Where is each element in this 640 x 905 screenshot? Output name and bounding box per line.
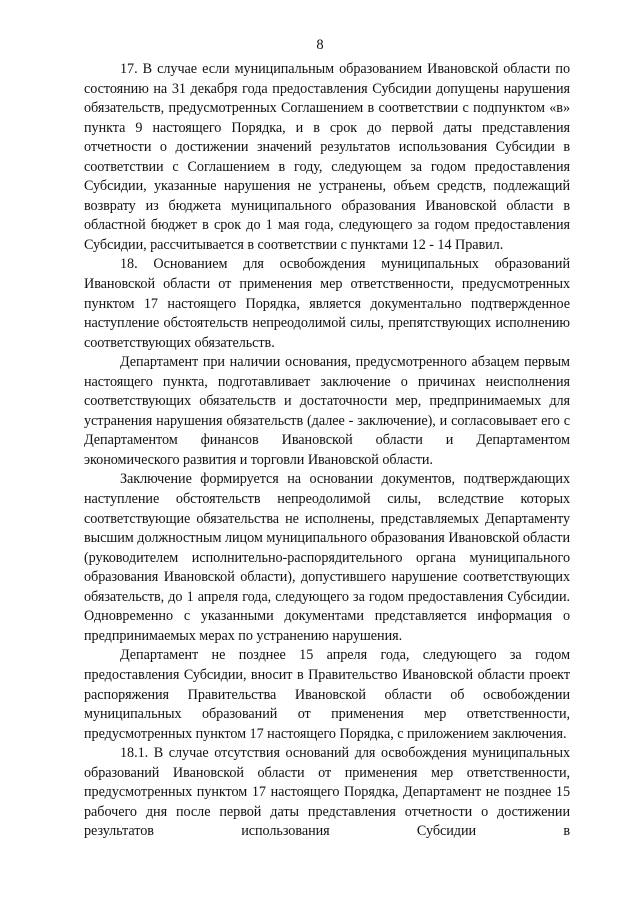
page-number: 8 [316, 37, 324, 53]
paragraph-18: 18. Основанием для освобождения муниципальных образований Ивановской области от применения мер ответственности, предусмотренных пунктом 17 настоящего Порядка, является документально подтвержденное наступление обстоятельств непреодолимой силы, препятствующих исполнению соответствующих обязательств. [84, 256, 570, 351]
paragraph-18-1: 18.1. В случае отсутствия оснований для освобождения муниципальных образований Ивановской области от применения мер ответственности, предусмотренных пунктом 17 настоящего Порядка, Департамент не позднее 15 рабочего дня после первой даты представления отчетности о достижении результатов использования Субсидии в [84, 745, 570, 840]
paragraph-18-government-submission: Департамент не позднее 15 апреля года, следующего за годом предоставления Субсидии, вносит в Правительство Ивановской области проект распоряжения Правительства Ивановской области об освобождении муниципальных образований от применения мер ответственности, предусмотренных пунктом 17 настоящего Порядка, с приложением заключения. [84, 647, 570, 742]
paragraph-17: 17. В случае если муниципальным образованием Ивановской области по состоянию на 31 декабря года предоставления Субсидии допущены нарушения обязательств, предусмотренных Соглашением в соответствии с подпунктом «в» пункта 9 настоящего Порядка, и в срок до первой даты представления отчетности о достижении значений результатов использования Субсидии в соответствии с Соглашением в году, следующем за годом предоставления Субсидии, указанные нарушения не устранены, объем средств, подлежащий возврату из бюджета муниципального образования Ивановской области в областной бюджет в срок до 1 мая года, следующего за годом предоставления Субсидии, рассчитывается в соответствии с пунктами 12 - 14 Правил. [84, 61, 570, 253]
paragraph-18-conclusion-formation: Заключение формируется на основании документов, подтверждающих наступление обстоятельств непреодолимой силы, вследствие которых соответствующие обязательства не исполнены, представляемых Департаменту высшим должностным лицом муниципального образования Ивановской области (руководителем исполнительно-распорядительного органа муниципального образования Ивановской области), допустившего нарушение соответствующих обязательств, до 1 апреля года, следующего за годом предоставления Субсидии. Одновременно с указанными документами представляется информация о предпринимаемых мерах по устранению нарушения. [84, 471, 570, 644]
paragraph-18-department-conclusion: Департамент при наличии основания, предусмотренного абзацем первым настоящего пункта, подготавливает заключение о причинах неисполнения соответствующих обязательств и достаточности мер, предпринимаемых для устранения нарушения обязательств (далее - заключение), и согласовывает его с Департаментом финансов Ивановской области и Департаментом экономического развития и торговли Ивановской области. [84, 354, 570, 468]
document-body [84, 60, 570, 842]
